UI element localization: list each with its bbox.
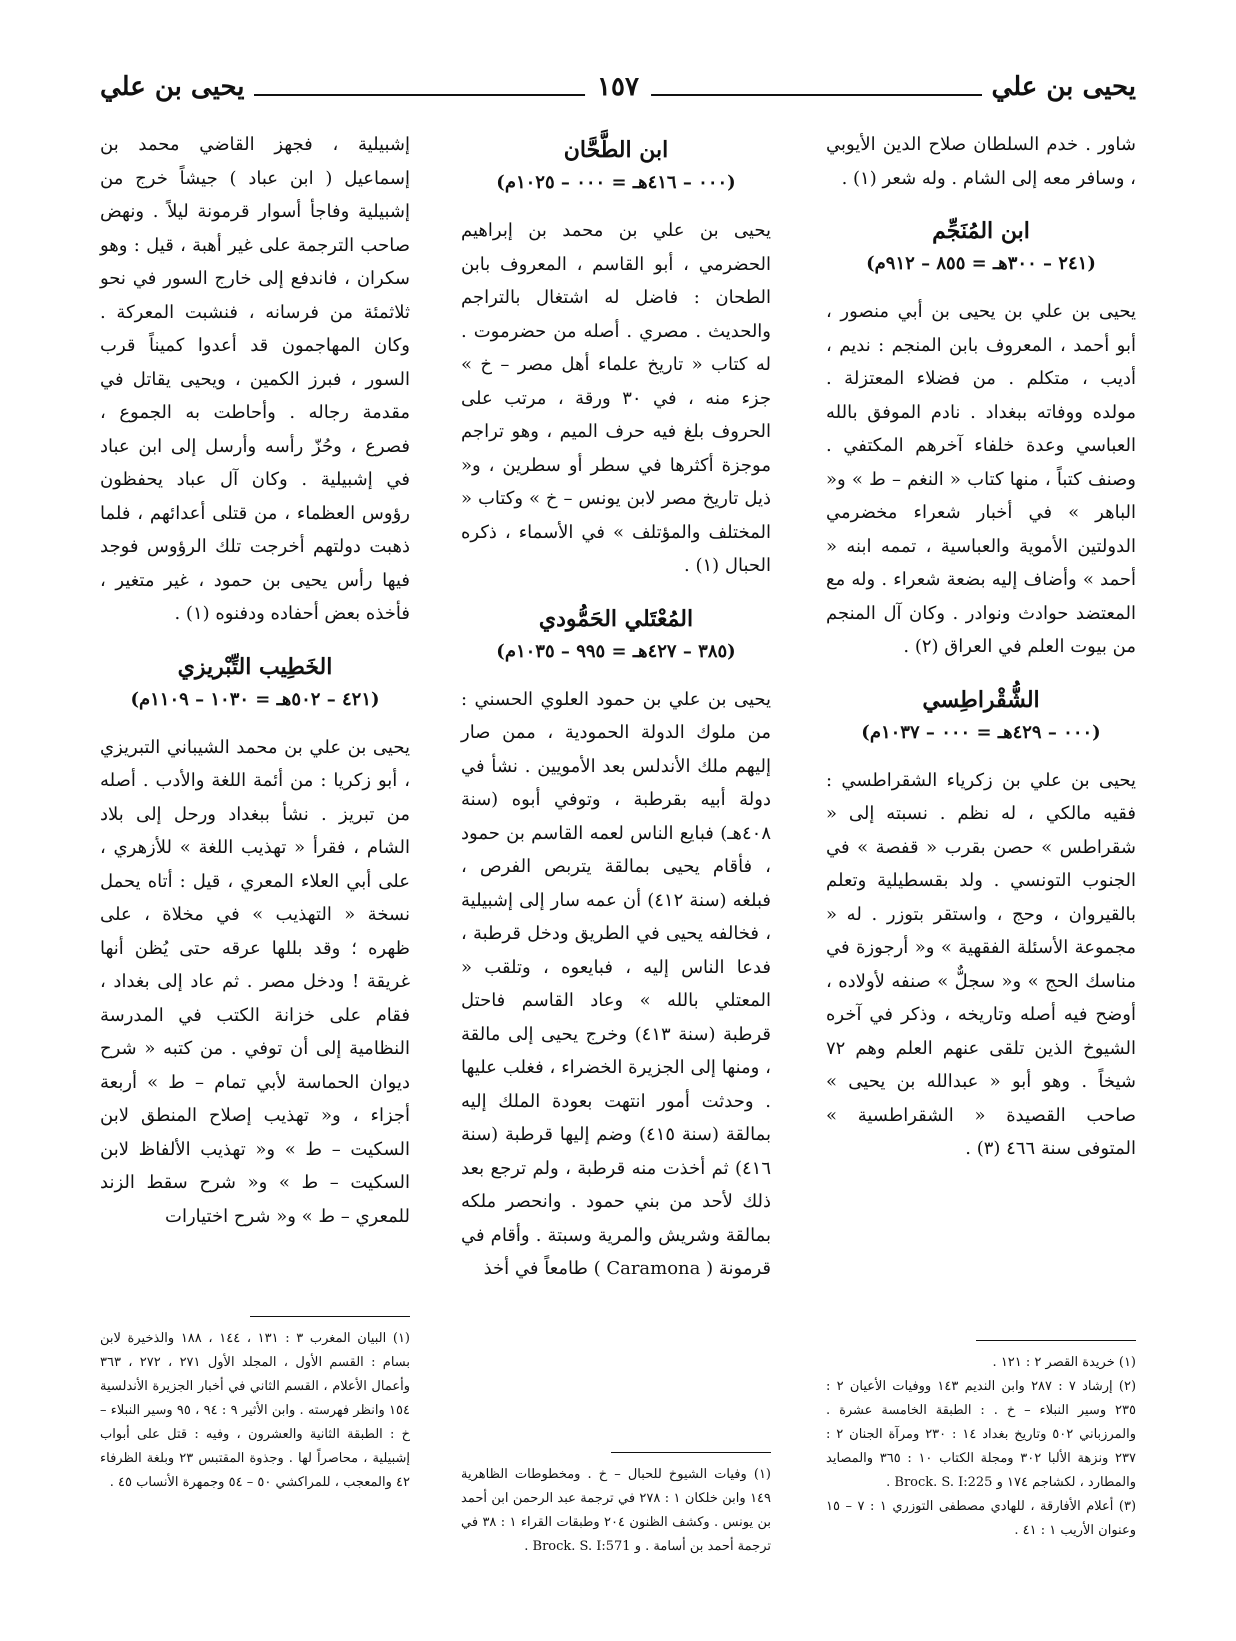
column-middle (461, 128, 771, 1304)
entry-text: شاور . خدم السلطان صلاح الدين الأيوبي ، وسافر معه إلى الشام . وله شعر (١) . (826, 134, 1136, 189)
entry-dates: (٢٤١ – ٣٠٠هـ = ٨٥٥ – ٩١٢م) (866, 253, 1096, 274)
entry-text: يحيى بن علي بن زكرياء الشقراطسي : فقيه مالكي ، له نظم . نسبته إلى « شقراطس » حصن بقرب « قفصة » في الجنوب التونسي . ولد بقسطيلية وتعلم بالقيروان ، وحج ، واستقر بتوزر . له « مجموعة الأسئلة الفقهية » و« أرجوزة في مناسك الحج » و« سجلٌّ » صنفه لأولاده ، أوضح فيه أصله وتاريخه ، وذكر في آخره الشيوخ الذين تلقى عنهم العلم وهم ٧٢ شيخاً . وهو أبو « عبدالله بن يحيى » صاحب القصيدة « الشقراطسية » المتوفى سنة ٤٦٦ (٣) . (826, 769, 1136, 1159)
entry-dates: (٤٢١ – ٥٠٢هـ = ١٠٣٠ – ١١٠٩م) (130, 688, 380, 710)
footnotes-right (826, 1340, 1136, 1543)
entry-ibn-al-tahhan (461, 132, 771, 583)
footnote: (٣) أعلام الأفارقة ، للهادي مصطفى التوزري ١ : ٧ – ١٥ وعنوان الأريب ١ : ٤١ . (826, 1499, 1137, 1538)
entry-al-shuqratisi (826, 682, 1136, 1166)
footnote-rule (250, 1316, 410, 1317)
entry-text: يحيى بن علي بن محمد بن إبراهيم الحضرمي ، أبو القاسم ، المعروف بابن الطحان : فاضل له اشتغال بالتراجم والحديث . مصري . أصله من حضرموت . له كتاب « تاريخ علماء أهل مصر – خ » جزء منه ، في ٣٠ ورقة ، مرتب على الحروف بلغ فيه حرف الميم ، وهو تراجم موجزة أكثرها في سطر أو سطرين ، و« ذيل تاريخ مصر لابن يونس – خ » وكتاب « المختلف والمؤتلف » في الأسماء ، ذكره الحبال (١) . (461, 220, 771, 576)
entry-title: ابن المُنَجِّم (932, 218, 1030, 244)
footnote-rule (611, 1452, 771, 1453)
header-left-title: يحيى بن علي (100, 72, 254, 102)
entry-text: يحيى بن علي بن حمود العلوي الحسني : من ملوك الدولة الحمودية ، ممن صار إليهم ملك الأندلس بعد الأمويين . نشأ في دولة أبيه بقرطبة ، وتوفي أبوه (سنة ٤٠٨هـ) فبايع الناس لعمه القاسم بن حمود ، فأقام يحيى بمالقة يتربص الفرص ، فبلغه (سنة ٤١٢) أن عمه سار إلى إشبيلية ، فخالفه يحيى في الطريق ودخل قرطبة ، فدعا الناس إليه ، فبايعوه ، وتلقب « المعتلي بالله » وعاد القاسم فاحتل قرطبة (سنة ٤١٣) وخرج يحيى إلى مالقة ، ومنها إلى الجزيرة الخضراء ، فغلب عليها . وحدثت أمور انتهت بعودة الملك إليه بمالقة (سنة ٤١٥) وضم إليها قرطبة (سنة ٤١٦) ثم أخذت منه قرطبة ، ولم ترجع بعد ذلك لأحد من بني حمود . وانحصر ملكه بمالقة وشريش والمرية وسبتة . وأقام في قرمونة ( Caramona ) طامعاً في أخذ (461, 688, 771, 1279)
column-left (100, 128, 410, 1251)
entry-title: المُعْتَلي الحَمُّودي (538, 605, 694, 632)
entry-text: إشبيلية ، فجهز القاضي محمد بن إسماعيل ( ابن عباد ) جيشاً خرج من إشبيلية وفاجأ أسوار قرمونة ليلاً . ونهض صاحب الترجمة على غير أهبة ، قيل : وهو سكران ، فاندفع إلى خارج السور في نحو ثلاثمئة من فرسانه ، فنشبت المعركة . وكان المهاجمون قد أعدوا كميناً قرب السور ، فبرز الكمين ، ويحيى يقاتل في مقدمة رجاله . وأحاطت به الجموع ، فصرع ، وحُزّ رأسه وأرسل إلى ابن عباد في إشبيلية . وكان آل عباد يحفظون رؤوس العظماء ، من قتلى أعدائهم ، فلما ذهبت دولتهم أخرجت تلك الرؤوس فوجد فيها رأس يحيى بن حمود ، غير متغير ، فأخذه بعض أحفاده ودفنوه (١) . (100, 134, 410, 624)
footnotes-left (100, 1316, 410, 1495)
entry-ibn-al-munajjim (826, 213, 1136, 664)
footnote: (١) خريدة القصر ٢ : ١٢١ . (992, 1355, 1136, 1370)
entry-text: يحيى بن علي بن يحيى بن أبي منصور ، أبو أحمد ، المعروف بابن المنجم : نديم ، أديب ، متكلم . من فضلاء المعتزلة . مولده ووفاته ببغداد . نادم الموفق بالله العباسي وعدة خلفاء آخرهم المكتفي . وصنف كتباً ، منها كتاب « النغم – ط » و« الباهر » في أخبار شعراء مخضرمي الدولتين الأموية والعباسية ، تممه ابنه « أحمد » وأضاف إليه بضعة شعراء . وله مع المعتضد حوادث ونوادر . وكان آل المنجم من بيوت العلم في العراق (٢) . (826, 301, 1136, 657)
footnote-rule (976, 1340, 1136, 1341)
footnotes-middle (461, 1452, 771, 1559)
entry-dates: (٠٠٠ – ٤٢٩هـ = ٠٠٠ – ١٠٣٧م) (861, 721, 1101, 743)
continuation-entry (826, 128, 1136, 195)
footnote: (٢) إرشاد ٧ : ٢٨٧ وابن النديم ١٤٣ ووفيات الأعيان ٢ : ٢٣٥ وسير النبلاء – خ . : الطبقة الخامسة عشرة . والمرزباني ٥٠٢ وتاريخ بغداد ١٤ : ٢٣٠ ومرآة الجنان ٢ : ٢٣٧ ونزهة الألبا ٣٠٢ ومجلة الكتاب ١٠ : ٣٦٥ والمصايد والمطارد ، لكشاجم ١٧٤ و Brock. S. I:225 . (826, 1379, 1137, 1490)
continuation-entry (100, 128, 410, 631)
footnote: (١) وفيات الشيوخ للحبال – خ . ومخطوطات الظاهرية ١٤٩ وابن خلكان ١ : ٢٧٨ في ترجمة عبد الرحمن ابن أحمد بن يونس . وكشف الظنون ٢٠٤ وطبقات القراء ١ : ٣٨ في ترجمة أحمد بن أسامة . و Brock. S. I:571 . (461, 1467, 772, 1554)
page-number: ١٥٧ (585, 72, 651, 102)
entry-title: الخَطِيب التِّبْريزي (177, 653, 333, 680)
running-header (100, 62, 1136, 110)
entry-title: ابن الطَّحَّان (563, 137, 669, 163)
entry-al-khatib-al-tibrizi (100, 649, 410, 1234)
entry-text: يحيى بن علي بن محمد الشيباني التبريزي ، أبو زكريا : من أئمة اللغة والأدب . أصله من تبريز . نشأ ببغداد ورحل إلى بلاد الشام ، فقرأ « تهذيب اللغة » للأزهري ، على أبي العلاء المعري ، قيل : أتاه يحمل نسخة « التهذيب » في مخلاة ، على ظهره ؛ وقد بللها عرقه حتى يُظن أنها غريقة ! ودخل مصر . ثم عاد إلى بغداد ، فقام على خزانة الكتب في المدرسة النظامية إلى أن توفي . من كتبه « شرح ديوان الحماسة لأبي تمام – ط » أربعة أجزاء ، و« تهذيب إصلاح المنطق لابن السكيت – ط » و« تهذيب الألفاظ لابن السكيت – ط » و« شرح سقط الزند للمعري – ط » و« شرح اختيارات (100, 736, 410, 1227)
entry-title: الشُّقْراطِسي (922, 686, 1040, 713)
entry-al-mutali-al-hammudi (461, 601, 771, 1286)
entry-dates: (٠٠٠ – ٤١٦هـ = ٠٠٠ – ١٠٢٥م) (496, 172, 736, 193)
header-right-title: يحيى بن علي (982, 72, 1136, 102)
column-right (826, 128, 1136, 1184)
footnote: (١) البيان المغرب ٣ : ١٣١ ، ١٤٤ ، ١٨٨ والذخيرة لابن بسام : القسم الأول ، المجلد الأول ٢٧١ ، ٢٧٢ ، ٣٦٣ وأعمال الأعلام ، القسم الثاني في أخبار الجزيرة الأندلسية ١٥٤ وانظر فهرسته . وابن الأثير ٩ : ٩٤ ، ٩٥ وسير النبلاء – خ : الطبقة الثانية والعشرون ، وفيه : قتل على أبواب إشبيلية ، محاصراً لها . وجذوة المقتبس ٢٣ وبلغة الظرفاء ٤٢ والمعجب ، للمراكشي ٥٠ – ٥٤ وجمهرة الأنساب ٤٥ . (100, 1331, 411, 1490)
entry-dates: (٣٨٥ – ٤٢٧هـ = ٩٩٥ – ١٠٣٥م) (496, 640, 736, 662)
